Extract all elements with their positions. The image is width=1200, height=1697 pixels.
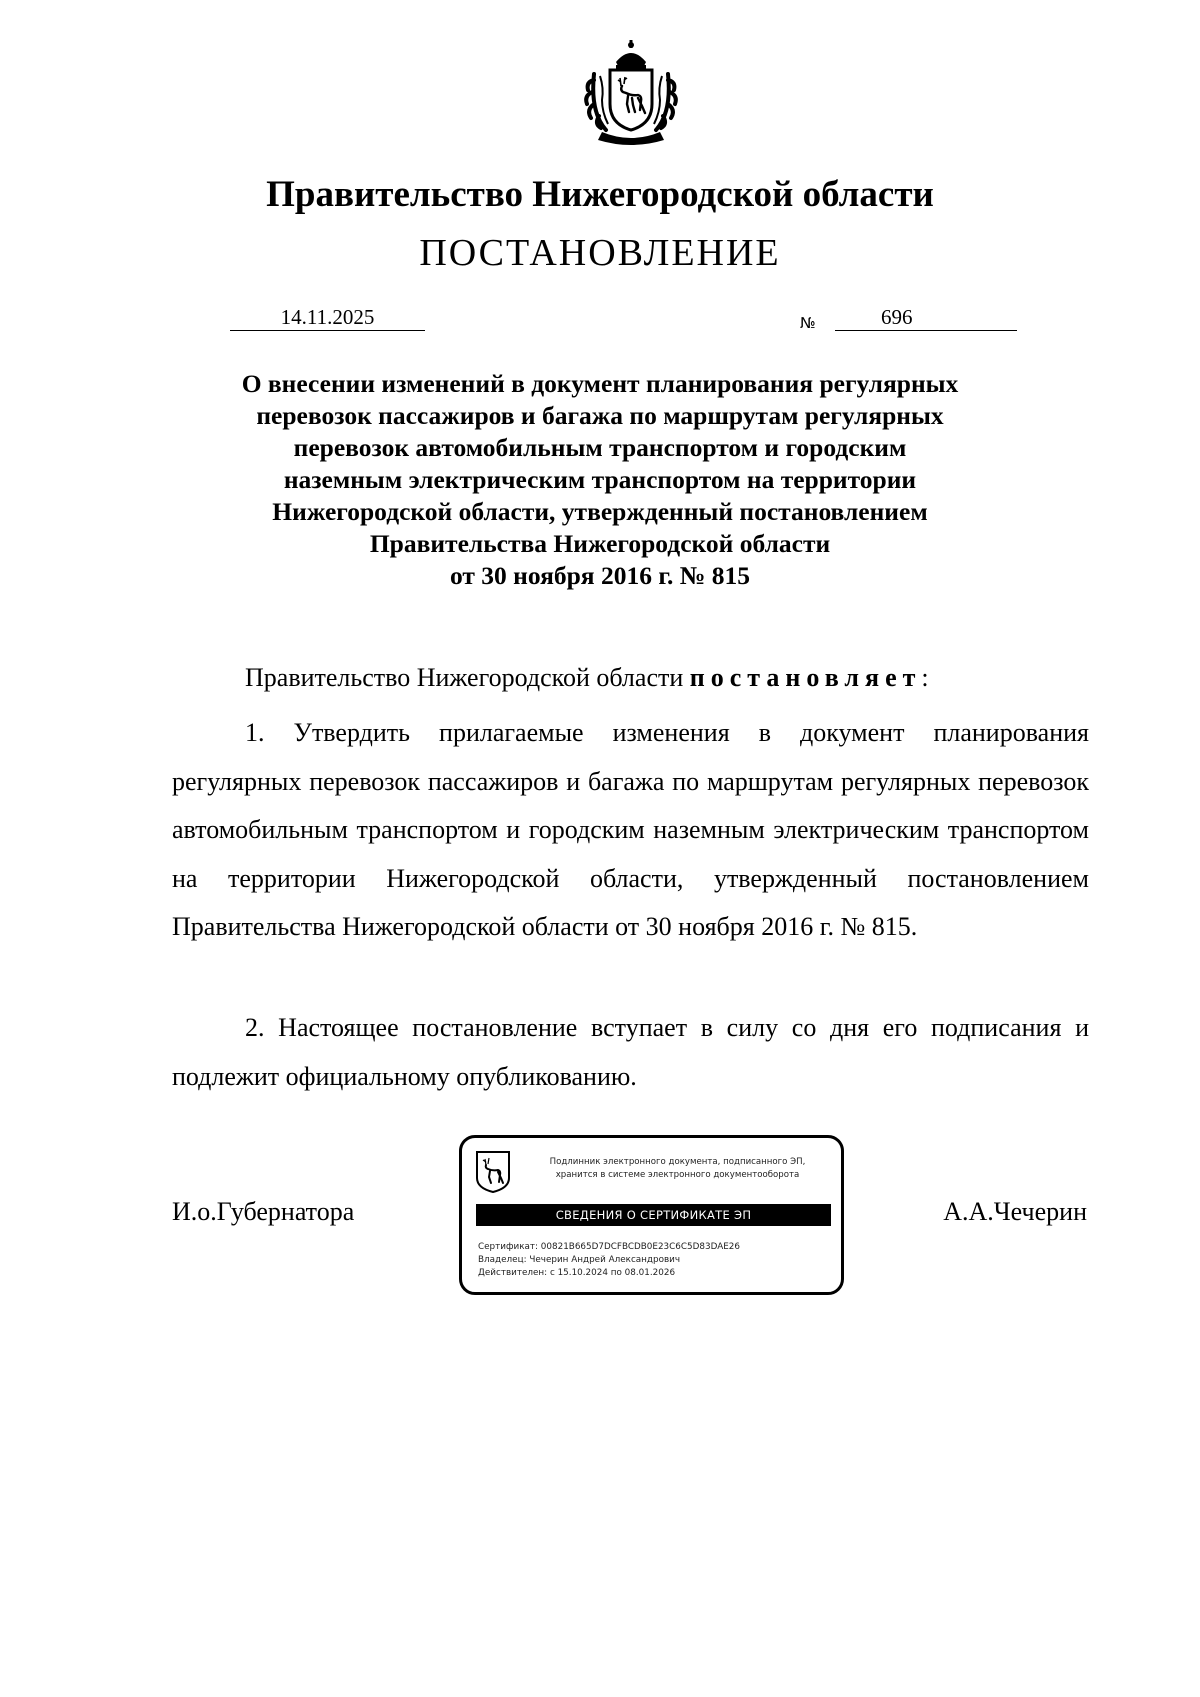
certificate-info-title: СВЕДЕНИЯ О СЕРТИФИКАТЕ ЭП — [476, 1204, 831, 1226]
resolution-item-1: 1. Утвердить прилагаемые изменения в документ планирования регулярных перевозок пассажиров и багажа по маршрутам регулярных перевозок автомобильным транспортом и городским наземным электрическим транспортом на территории Нижегородской области, утвержденный постановлением Правительства Нижегородской области от 30 ноября 2016 г. № 815. — [172, 718, 1089, 942]
subject-line: от 30 ноября 2016 г. № 815 — [449, 561, 751, 590]
intro-text: Правительство Нижегородской области — [245, 663, 690, 692]
resolution-item-2: 2. Настоящее постановление вступает в силу со дня его подписания и подлежит официальному опубликованию. — [172, 1013, 1089, 1091]
subject-line: наземным электрическим транспортом на территории — [283, 465, 917, 494]
deer-emblem-icon — [475, 1150, 511, 1194]
subject-line: Правительства Нижегородской области — [369, 529, 831, 558]
document-number: 696 — [881, 305, 913, 329]
document-type: ПОСТАНОВЛЕНИЕ — [419, 232, 781, 274]
resolution-intro — [172, 660, 1089, 696]
document-date: 14.11.2025 — [230, 304, 425, 331]
document-number-field — [835, 304, 1017, 331]
subject-line: перевозок автомобильным транспортом и городским — [293, 433, 907, 462]
stamp-header-line: хранится в системе электронного документооборота — [555, 1170, 800, 1180]
subject-line: О внесении изменений в документ планирования регулярных — [241, 369, 959, 398]
subject-line: перевозок пассажиров и багажа по маршрутам регулярных — [256, 401, 944, 430]
intro-suffix: : — [921, 663, 929, 692]
number-label: № — [800, 314, 816, 332]
electronic-signature-stamp — [459, 1135, 844, 1295]
certificate-details — [478, 1241, 833, 1280]
certificate-owner: Владелец: Чечерин Андрей Александрович — [478, 1255, 681, 1265]
document-subject — [180, 368, 1020, 592]
signatory-position: И.о.Губернатора — [172, 1197, 355, 1226]
signatory-name: А.А.Чечерин — [943, 1197, 1087, 1226]
certificate-serial: Сертификат: 00821B665D7DCFBCDB0E23C6C5D83DAE26 — [478, 1242, 740, 1252]
certificate-validity: Действителен: с 15.10.2024 по 08.01.2026 — [478, 1268, 676, 1278]
subject-line: Нижегородской области, утвержденный постановлением — [272, 497, 928, 526]
stamp-header-line: Подлинник электронного документа, подписанного ЭП, — [549, 1157, 806, 1167]
organization-title: Правительство Нижегородской области — [266, 174, 934, 215]
intro-emphasis: постановляет — [689, 663, 922, 692]
stamp-header — [522, 1156, 833, 1182]
coat-of-arms-icon — [572, 40, 690, 148]
